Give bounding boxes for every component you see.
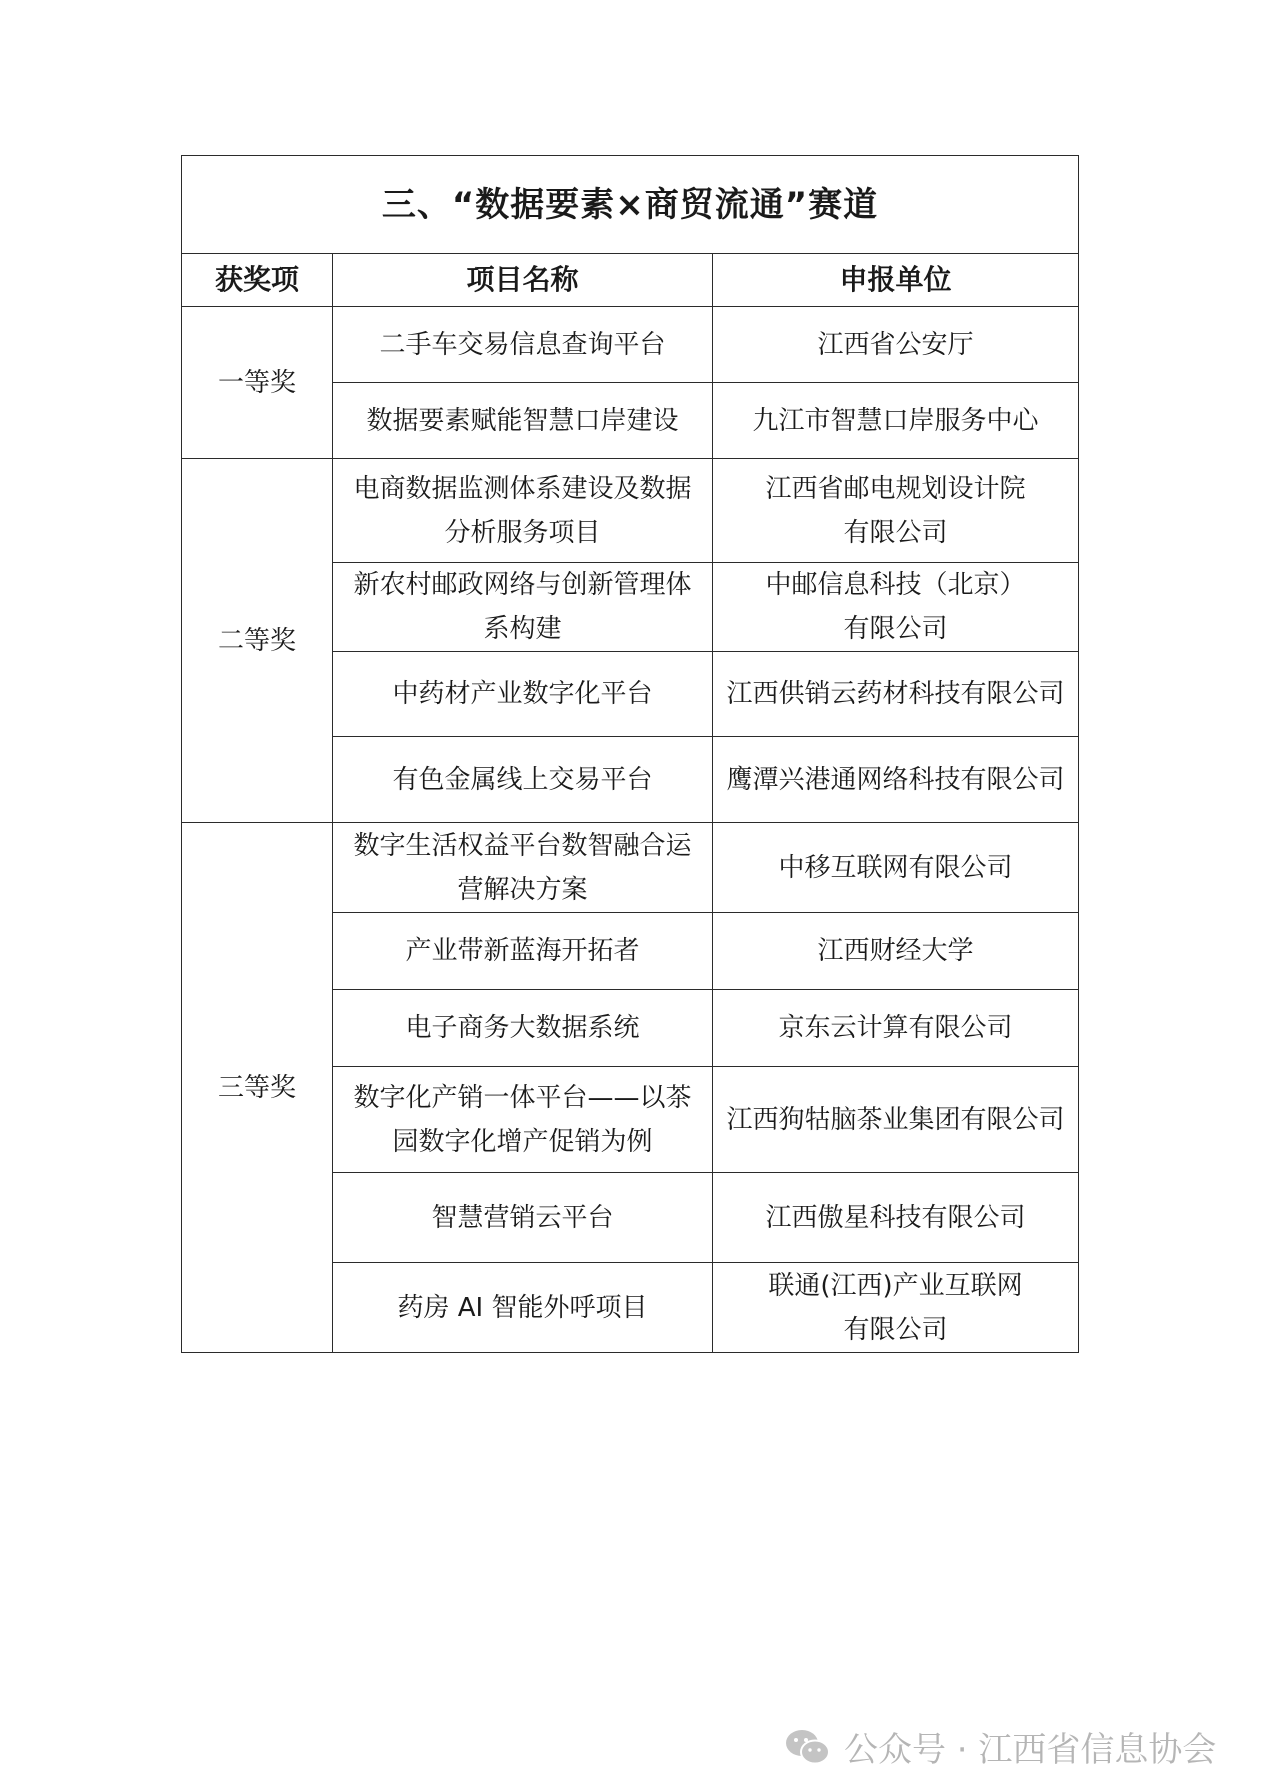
prize-second: 二等奖 — [182, 459, 333, 823]
table-row — [182, 459, 1079, 563]
table-title-row — [182, 156, 1079, 254]
unit-name-text: 联通(江西)产业互联网 有限公司 — [768, 1270, 1023, 1345]
table-body — [182, 156, 1079, 1353]
unit-name — [713, 1067, 1079, 1173]
unit-name-text: 中邮信息科技（北京） 有限公司 — [765, 570, 1026, 644]
unit-name-text: 江西狗牯脑茶业集团有限公司 — [726, 1104, 1065, 1135]
unit-name — [713, 459, 1079, 563]
project-name-text: 电商数据监测体系建设及数据 分析服务项目 — [353, 473, 692, 548]
project-name — [333, 563, 713, 652]
project-name-text: 药房 AI 智能外呼项目 — [397, 1292, 648, 1323]
project-name — [333, 823, 713, 913]
header-project: 项目名称 — [333, 254, 713, 307]
project-name-text: 电子商务大数据系统 — [405, 1013, 640, 1043]
table-title: 三、“数据要素×商贸流通”赛道 — [182, 156, 1079, 254]
unit-name — [713, 652, 1079, 737]
project-name — [333, 652, 713, 737]
table-row — [182, 307, 1079, 383]
unit-name-text: 中移互联网有限公司 — [778, 852, 1013, 883]
project-name-text: 数字化产销一体平台——以茶 园数字化增产促销为例 — [353, 1082, 692, 1157]
project-name-text: 中药材产业数字化平台 — [392, 679, 653, 709]
project-name — [333, 459, 713, 563]
project-name — [333, 1263, 713, 1353]
project-name — [333, 990, 713, 1067]
unit-name — [713, 1263, 1079, 1353]
award-table — [181, 155, 1079, 1353]
project-name-text: 二手车交易信息查询平台 — [379, 329, 666, 360]
unit-name — [713, 563, 1079, 652]
project-name — [333, 1067, 713, 1173]
project-name-text: 数据要素赋能智慧口岸建设 — [366, 405, 679, 436]
project-name — [333, 913, 713, 990]
project-name — [333, 307, 713, 383]
table-row — [182, 823, 1079, 913]
unit-name — [713, 383, 1079, 459]
unit-name-text: 江西傲星科技有限公司 — [765, 1202, 1026, 1233]
header-unit: 申报单位 — [713, 254, 1079, 307]
project-name-text: 新农村邮政网络与创新管理体 系构建 — [353, 570, 692, 644]
project-name — [333, 737, 713, 823]
unit-name-text: 江西财经大学 — [817, 936, 974, 966]
unit-name-text: 江西省公安厅 — [817, 329, 974, 360]
unit-name — [713, 1173, 1079, 1263]
project-name — [333, 383, 713, 459]
prize-third: 三等奖 — [182, 823, 333, 1353]
unit-name — [713, 990, 1079, 1067]
unit-name — [713, 737, 1079, 823]
project-name-text: 数字生活权益平台数智融合运 营解决方案 — [353, 830, 692, 905]
unit-name-text: 京东云计算有限公司 — [778, 1013, 1013, 1043]
unit-name — [713, 823, 1079, 913]
watermark-text: 公众号 · 江西省信息协会 — [844, 1730, 1217, 1770]
unit-name — [713, 307, 1079, 383]
wechat-icon — [784, 1728, 832, 1766]
unit-name-text: 江西供销云药材科技有限公司 — [726, 679, 1065, 709]
unit-name-text: 鹰潭兴港通网络科技有限公司 — [726, 764, 1065, 795]
prize-first: 一等奖 — [182, 307, 333, 459]
table-header-row — [182, 254, 1079, 307]
project-name-text: 有色金属线上交易平台 — [392, 764, 653, 795]
project-name-text: 智慧营销云平台 — [431, 1202, 614, 1233]
project-name-text: 产业带新蓝海开拓者 — [405, 936, 640, 966]
unit-name-text: 九江市智慧口岸服务中心 — [752, 405, 1039, 436]
unit-name — [713, 913, 1079, 990]
unit-name-text: 江西省邮电规划设计院 有限公司 — [765, 473, 1026, 548]
watermark — [784, 1722, 1216, 1771]
project-name — [333, 1173, 713, 1263]
header-prize: 获奖项 — [182, 254, 333, 307]
